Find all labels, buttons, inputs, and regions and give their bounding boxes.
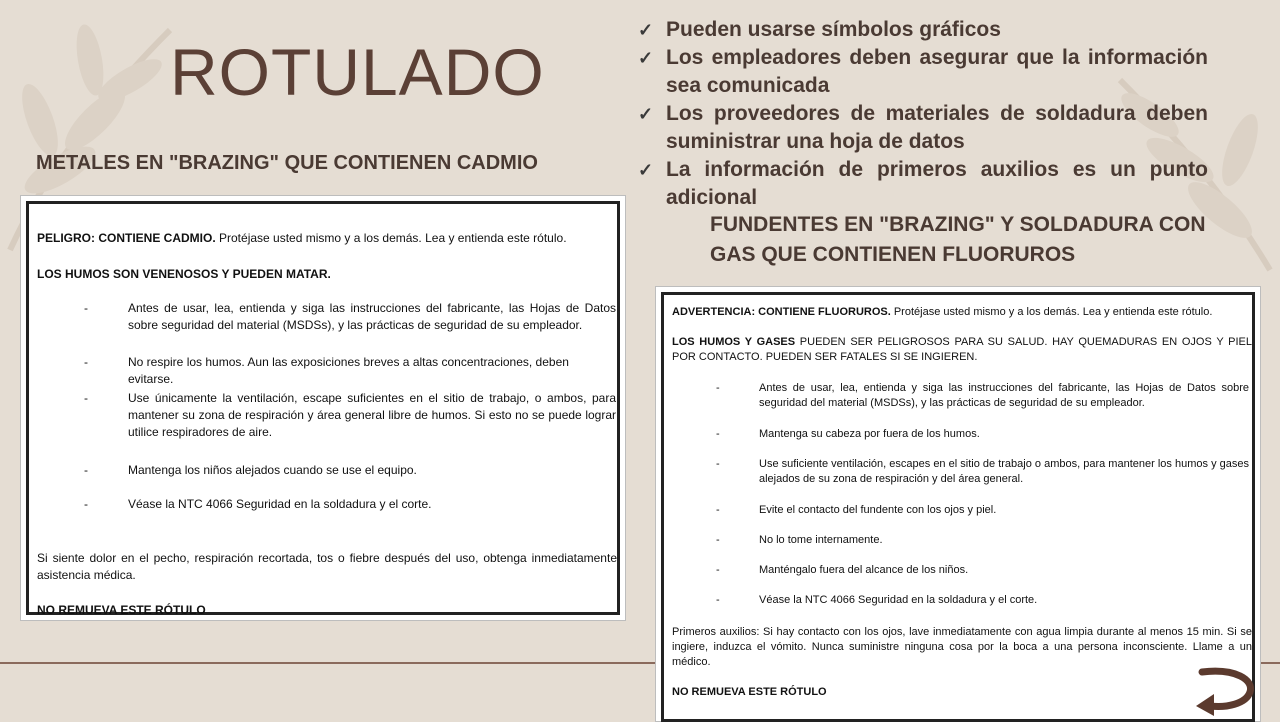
cadmium-warning: PELIGRO: CONTIENE CADMIO. Protéjase usted mismo y a los demás. Lea y entienda este rótulo.: [37, 231, 567, 245]
check-icon: ✓: [638, 160, 654, 180]
bullet-item: [636, 44, 1208, 100]
dash: -: [716, 594, 720, 606]
fluoride-item: Evite el contacto del fundente con los ojos y piel.: [759, 504, 997, 516]
check-icon: ✓: [638, 48, 654, 68]
dash: -: [716, 534, 720, 546]
cadmium-footer: Si siente dolor en el pecho, respiración recortada, tos o fiebre después del uso, obtenga inmediatamente asistencia médica.: [37, 551, 617, 582]
fluoride-label-image: [655, 286, 1261, 722]
cadmium-item: No respire los humos. Aun las exposiciones breves a altas concentraciones, deben evitarse.: [128, 355, 569, 386]
cadmium-item: Use únicamente la ventilación, escape suficientes en el sitio de trabajo, o ambos, para mantener su zona de respiración y área general libre de humos. Si esto no se puede lograr utilice respiradores de aire.: [128, 391, 616, 439]
fluoride-item: Antes de usar, lea, entienda y siga las instrucciones del fabricante, las Hojas de Datos sobre seguridad del material (MSDSs), y las prácticas de seguridad de su empleador.: [759, 382, 1249, 409]
cadmium-item: Antes de usar, lea, entienda y siga las instrucciones del fabricante, las Hojas de Datos sobre seguridad del material (MSDSs), y las prácticas de seguridad de su empleador.: [128, 301, 616, 332]
check-icon: ✓: [638, 104, 654, 124]
dash: -: [716, 504, 720, 516]
bullet-item: [636, 156, 1208, 212]
dash: -: [716, 428, 720, 440]
fluoride-item: Mantenga su cabeza por fuera de los humos.: [759, 428, 980, 440]
dash: -: [84, 497, 88, 511]
return-arrow-icon[interactable]: [1192, 664, 1256, 716]
cadmium-item: Véase la NTC 4066 Seguridad en la soldadura y el corte.: [128, 497, 432, 511]
dash: -: [716, 458, 720, 470]
cadmium-label-image: [20, 195, 626, 621]
cadmium-heading: METALES EN "BRAZING" QUE CONTIENEN CADMIO: [36, 152, 538, 174]
cadmium-item: Mantenga los niños alejados cuando se use el equipo.: [128, 463, 417, 477]
check-icon: ✓: [638, 20, 654, 40]
fluoride-item: Manténgalo fuera del alcance de los niños.: [759, 564, 969, 576]
dash: -: [716, 382, 720, 394]
bullet-list: [636, 16, 1208, 212]
dash: -: [84, 463, 88, 477]
bullet-text: Los empleadores deben asegurar que la información sea comunicada: [666, 46, 1208, 97]
bullet-item: [636, 100, 1208, 156]
cadmium-fumes: LOS HUMOS SON VENENOSOS Y PUEDEN MATAR.: [37, 267, 331, 281]
fluoride-fumes: LOS HUMOS Y GASES PUEDEN SER PELIGROSOS PARA SU SALUD. HAY QUEMADURAS EN OJOS Y PIEL POR CONTACTO. PUEDEN SER FATALES SI SE INGIEREN.: [672, 336, 1252, 363]
bullet-text: Los proveedores de materiales de soldadura deben suministrar una hoja de datos: [666, 102, 1208, 153]
page-title: ROTULADO: [170, 35, 545, 109]
dash: -: [84, 355, 88, 369]
fluoride-item: No lo tome internamente.: [759, 534, 883, 546]
bullet-text: La información de primeros auxilios es un punto adicional: [666, 158, 1208, 209]
fluoride-do-not-remove: NO REMUEVA ESTE RÓTULO: [672, 686, 827, 698]
dash: -: [84, 301, 88, 315]
fluoride-warning: ADVERTENCIA: CONTIENE FLUORUROS. Protéjase usted mismo y a los demás. Lea y entienda este rótulo.: [672, 306, 1213, 318]
fluoride-item: Véase la NTC 4066 Seguridad en la soldadura y el corte.: [759, 594, 1038, 606]
dash: -: [716, 564, 720, 576]
dash: -: [84, 391, 88, 405]
fluoride-footer: Primeros auxilios: Si hay contacto con los ojos, lave inmediatamente con agua limpia durante al menos 15 min. Si se ingiere, induzca el vómito. Nunca suministre ninguna cosa por la boca a una persona inconsciente. Llame a un médico.: [672, 626, 1252, 668]
fluoride-item: Use suficiente ventilación, escapes en el sitio de trabajo o ambos, para mantener los humos y gases alejados de su zona de respiración y del área general.: [759, 458, 1249, 485]
bullet-text: Pueden usarse símbolos gráficos: [666, 18, 1001, 41]
cadmium-do-not-remove: NO REMUEVA ESTE RÓTULO: [37, 603, 206, 617]
fluoride-heading: FUNDENTES EN "BRAZING" Y SOLDADURA CON GAS QUE CONTIENEN FLUORUROS: [710, 213, 1206, 266]
bullet-item: [636, 16, 1208, 44]
